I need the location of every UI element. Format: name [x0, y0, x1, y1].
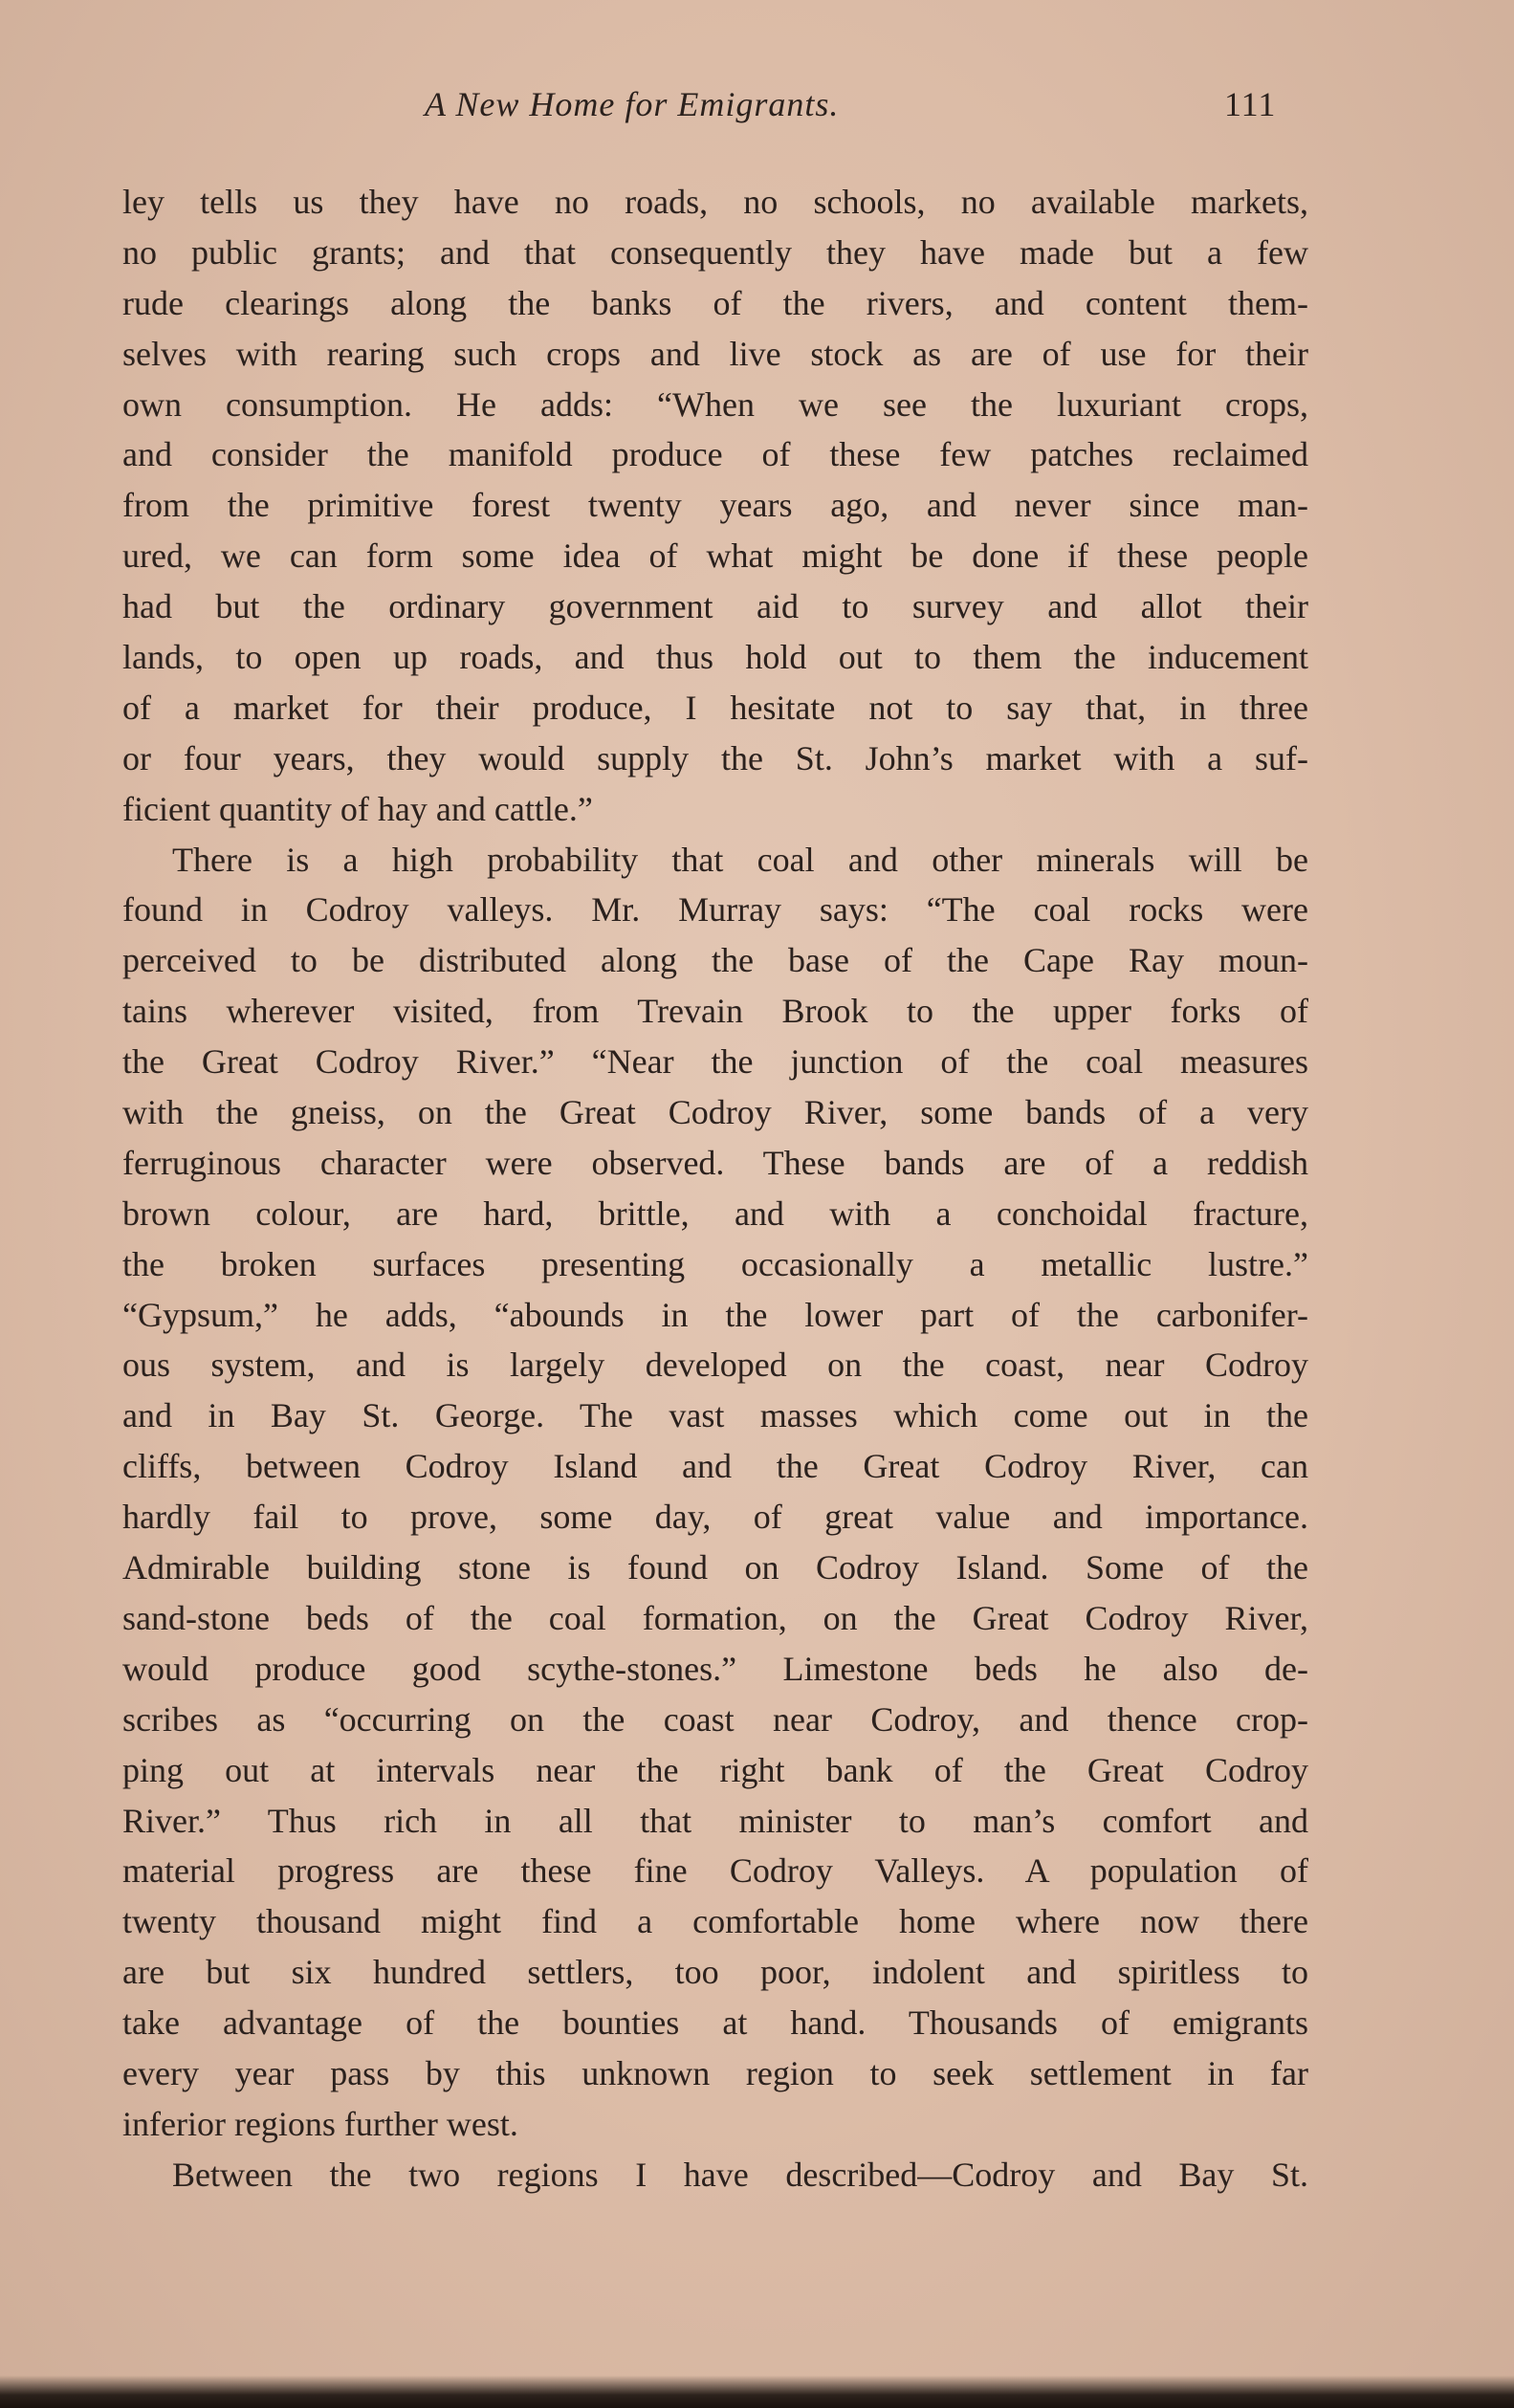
text-line: take advantage of the bounties at hand. Thousands of emigrants	[122, 2003, 1308, 2043]
text-line: hardly fail to prove, some day, of great value and importance.	[122, 1498, 1308, 1537]
text-line: scribes as “occurring on the coast near Codroy, and thence crop-	[122, 1699, 1308, 1739]
paragraph-end-line: inferior regions further west.	[122, 2104, 518, 2143]
text-line: “Gypsum,” he adds, “abounds in the lower part of the carbonifer-	[122, 1295, 1308, 1334]
page-edge-shadow	[0, 2375, 1514, 2408]
text-line: ley tells us they have no roads, no schools, no available markets,	[122, 183, 1308, 221]
text-line: and in Bay St. George. The vast masses which come out in the	[122, 1396, 1308, 1435]
text-line: twenty thousand might find a comfortable home where now there	[122, 1902, 1308, 1941]
text-line: the Great Codroy River.” “Near the junction of the coal measures	[122, 1042, 1308, 1082]
text-line: lands, to open up roads, and thus hold out to them the inducement	[122, 638, 1308, 677]
text-line: brown colour, are hard, brittle, and with a conchoidal fracture,	[122, 1193, 1308, 1233]
text-line: found in Codroy valleys. Mr. Murray says: “The coal rocks were	[122, 890, 1308, 930]
running-title: A New Home for Emigrants.	[425, 85, 840, 123]
text-line: ous system, and is largely developed on the coast, near Codroy	[122, 1346, 1308, 1385]
text-line: no public grants; and that consequently they have made but a few	[122, 232, 1308, 272]
text-line: Admirable building stone is found on Codroy Island. Some of the	[122, 1548, 1308, 1587]
text-line: material progress are these fine Codroy Valleys. A population of	[122, 1851, 1308, 1891]
text-line: own consumption. He adds: “When we see the luxuriant crops,	[122, 384, 1308, 424]
text-line: ferruginous character were observed. These bands are of a reddish	[122, 1143, 1308, 1182]
text-line: River.” Thus rich in all that minister to man’s comfort and	[122, 1801, 1308, 1840]
page-header	[0, 84, 1514, 132]
body-text	[122, 177, 1308, 2200]
text-line: the broken surfaces presenting occasionally a metallic lustre.”	[122, 1244, 1308, 1283]
text-line: and consider the manifold produce of these few patches reclaimed	[122, 435, 1308, 474]
text-line: with the gneiss, on the Great Codroy River, some bands of a very	[122, 1093, 1308, 1132]
text-line: from the primitive forest twenty years ago, and never since man-	[122, 486, 1308, 525]
text-line: rude clearings along the banks of the rivers, and content them-	[122, 283, 1308, 322]
paragraph-start-line: There is a high probability that coal and other minerals will be	[172, 840, 1308, 879]
page-number: 111	[1224, 85, 1277, 123]
text-line: perceived to be distributed along the base of the Cape Ray moun-	[122, 941, 1308, 980]
text-line: tains wherever visited, from Trevain Brook to the upper forks of	[122, 992, 1308, 1031]
text-line: ping out at intervals near the right bank of the Great Codroy	[122, 1750, 1308, 1789]
text-line: had but the ordinary government aid to survey and allot their	[122, 587, 1308, 626]
text-line: of a market for their produce, I hesitate not to say that, in three	[122, 688, 1308, 727]
text-line: cliffs, between Codroy Island and the Great Codroy River, can	[122, 1447, 1308, 1486]
text-line: or four years, they would supply the St. John’s market with a suf-	[122, 738, 1308, 777]
text-line: every year pass by this unknown region to seek settlement in far	[122, 2053, 1308, 2092]
text-line: ured, we can form some idea of what might be done if these people	[122, 536, 1308, 576]
text-line: would produce good scythe-stones.” Limestone beds he also de-	[122, 1649, 1308, 1688]
paragraph-start-line: Between the two regions I have described—Codroy and Bay St.	[172, 2155, 1308, 2194]
paragraph-end-line: ficient quantity of hay and cattle.”	[122, 789, 593, 828]
text-line: are but six hundred settlers, too poor, indolent and spiritless to	[122, 1953, 1308, 1992]
text-line: selves with rearing such crops and live stock as are of use for their	[122, 334, 1308, 373]
text-line: sand-stone beds of the coal formation, on the Great Codroy River,	[122, 1598, 1308, 1637]
